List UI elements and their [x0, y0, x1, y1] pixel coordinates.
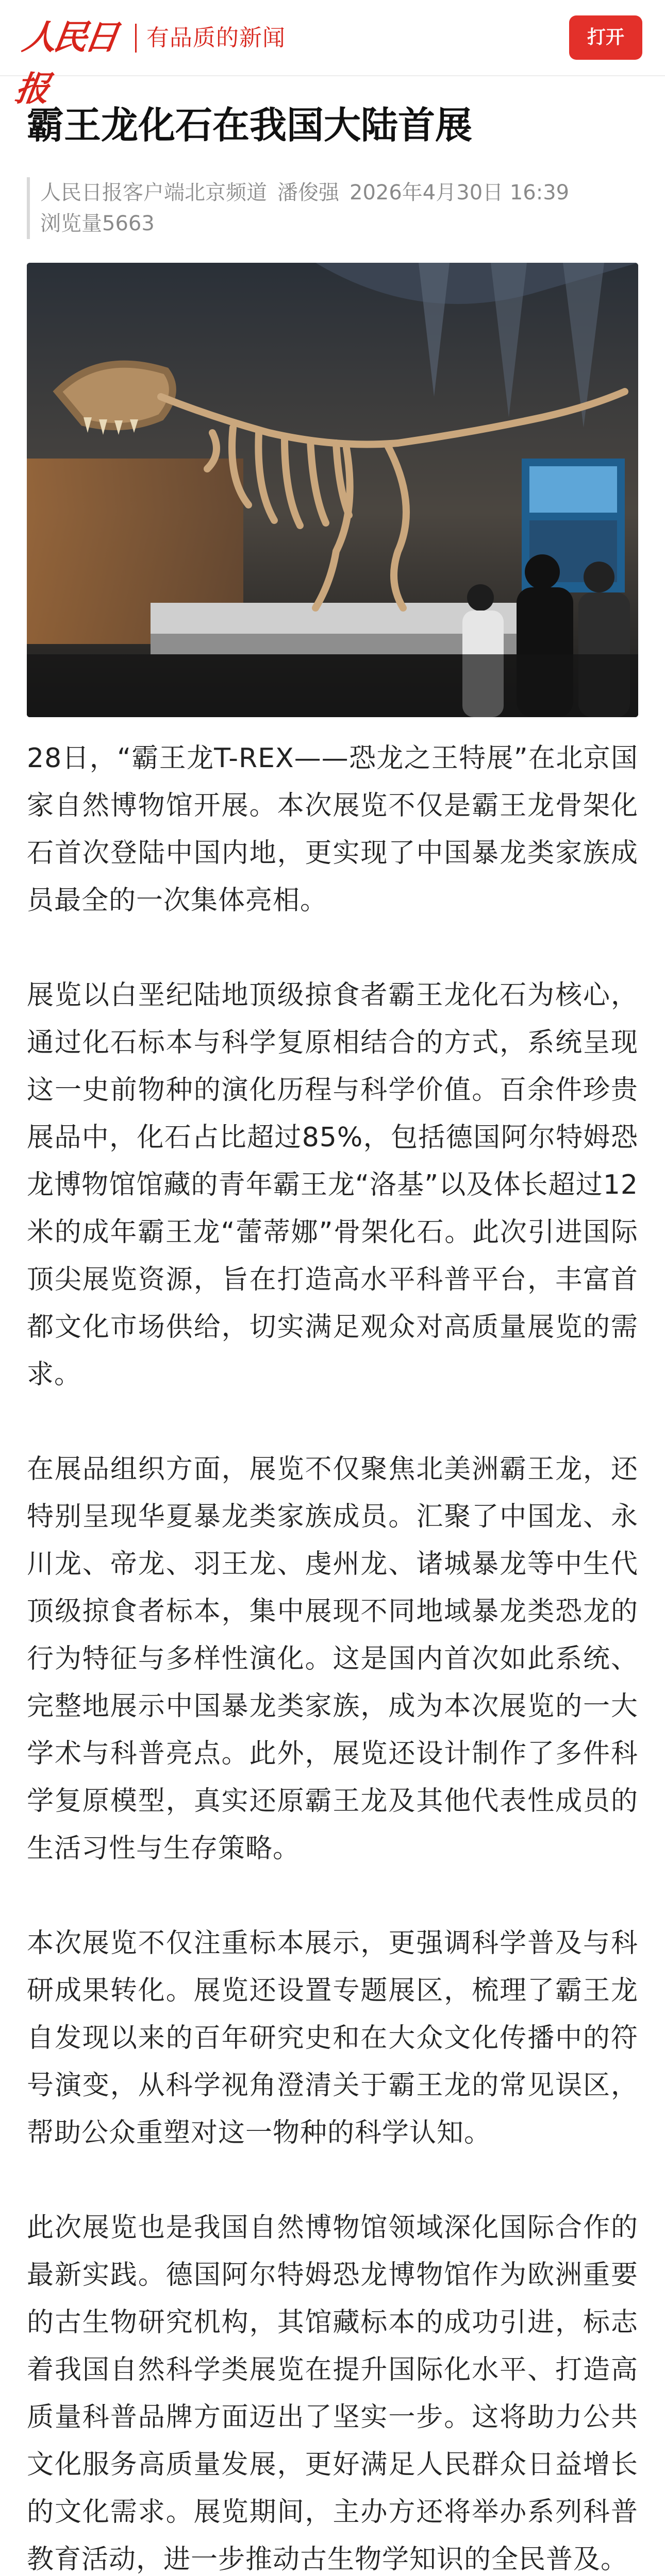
- article-meta: [27, 177, 640, 239]
- paragraph: 展览以白垩纪陆地顶级掠食者霸王龙化石为核心，通过化石标本与科学复原相结合的方式，系统呈现这一史前物种的演化历程与科学价值。百余件珍贵展品中，化石占比超过85%，包括德国阿尔特姆恐龙博物馆馆藏的青年霸王龙“洛基”以及体长超过12米的成年霸王龙“蕾蒂娜”骨架化石。此次引进国际顶尖展览资源，旨在打造高水平科普平台，丰富首都文化市场供给，切实满足观众对高质量展览的需求。: [27, 980, 638, 1390]
- logo-divider: [135, 24, 137, 53]
- people-daily-logo: 人民日报: [12, 17, 119, 109]
- hero-image-trex-skeleton: [27, 263, 638, 717]
- paragraph: 在展品组织方面，展览不仅聚焦北美洲霸王龙，还特别呈现华夏暴龙类家族成员。汇聚了中国龙、永川龙、帝龙、羽王龙、虔州龙、诸城暴龙等中生代顶级掠食者标本，集中展现不同地域暴龙类恐龙的行为特征与多样性演化。这是国内首次如此系统、完整地展示中国暴龙类家族，成为本次展览的一大学术与科普亮点。此外，展览还设计制作了多件科学复原模型，真实还原霸王龙及其他代表性成员的生活习性与生存策略。: [27, 1454, 638, 1864]
- paragraph: 28日，“霸王龙T-REX——恐龙之王特展”在北京国家自然博物馆开展。本次展览不仅是霸王龙骨架化石首次登陆中国内地，更实现了中国暴龙类家族成员最全的一次集体亮相。: [27, 743, 638, 916]
- article-date: 2026年4月30日 16:39: [350, 181, 570, 205]
- open-app-button[interactable]: 打开: [569, 15, 642, 60]
- slogan: 有品质的新闻: [146, 25, 286, 51]
- paragraph: 本次展览不仅注重标本展示，更强调科学普及与科研成果转化。展览还设置专题展区，梳理了霸王龙自发现以来的百年研究史和在大众文化传播中的符号演变，从科学视角澄清关于霸王龙的常见误区，帮助公众重塑对这一物种的科学认知。: [27, 1928, 638, 2148]
- article-source: 人民日报客户端北京频道: [40, 181, 267, 205]
- article-title: 霸王龙化石在我国大陆首展: [27, 104, 473, 147]
- trex-exhibition-illustration: [27, 263, 638, 717]
- article-body: [27, 735, 638, 2576]
- view-count: 浏览量5663: [40, 212, 155, 235]
- paragraph: 此次展览也是我国自然博物馆领域深化国际合作的最新实践。德国阿尔特姆恐龙博物馆作为欧洲重要的古生物研究机构，其馆藏标本的成功引进，标志着我国自然科学类展览在提升国际化水平、打造高质量科普品牌方面迈出了坚实一步。这将助力公共文化服务高质量发展，更好满足人民群众日益增长的文化需求。展览期间，主办方还将举办系列科普教育活动，进一步推动古生物学知识的全民普及。: [27, 2212, 638, 2575]
- article-author: 潘俊强: [277, 181, 339, 205]
- top-bar: [0, 0, 665, 109]
